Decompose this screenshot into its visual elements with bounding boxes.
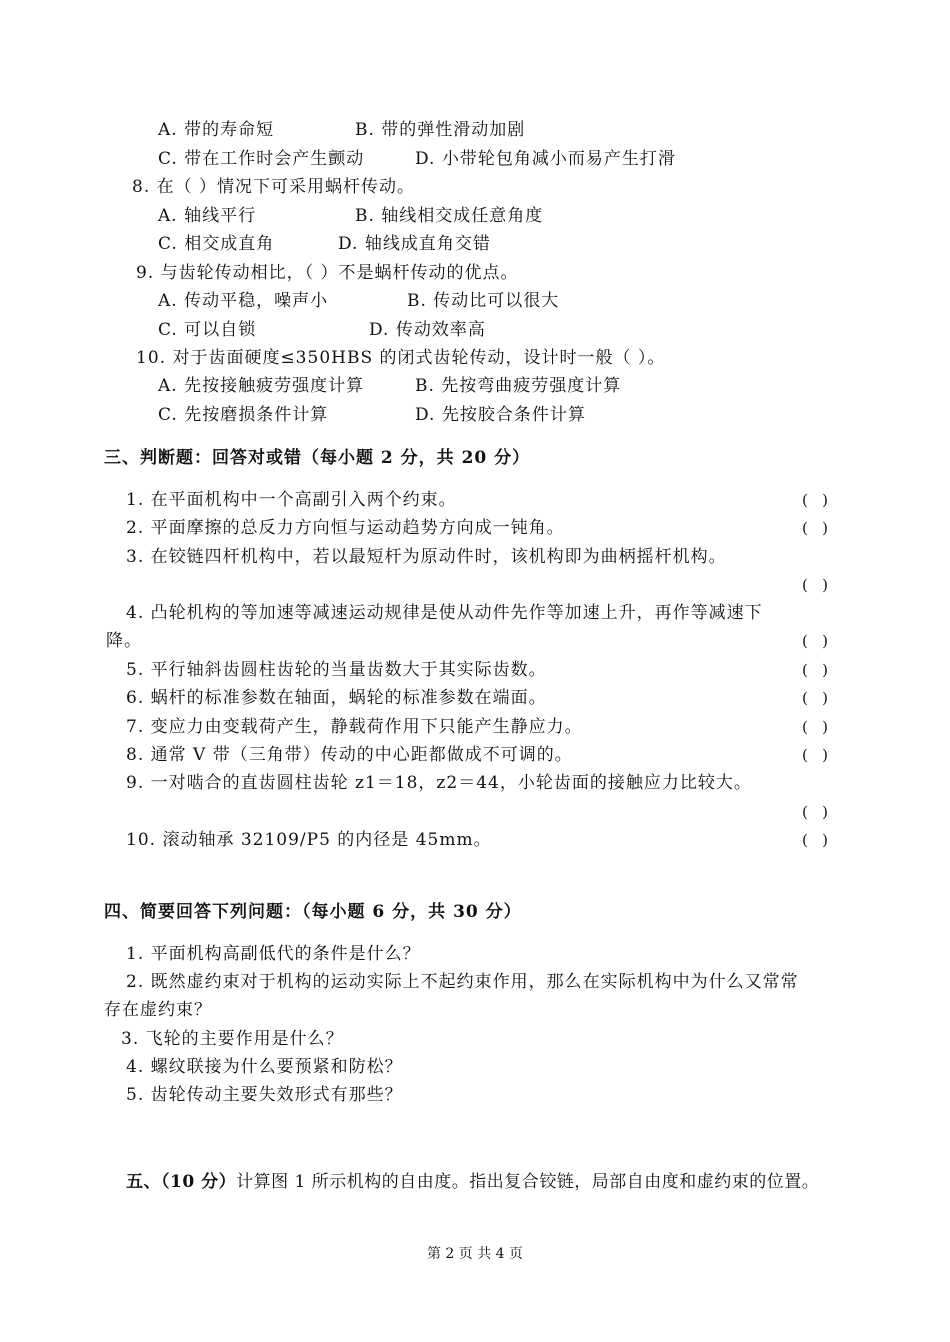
short-answer-1: 1. 平面机构高副低代的条件是什么？ [126, 944, 421, 964]
q9-stem: 9. 与齿轮传动相比，（ ）不是蜗杆传动的优点。 [136, 263, 519, 283]
section5-text: 计算图 1 所示机构的自由度。指出复合铰链，局部自由度和虚约束的位置。 [236, 1172, 820, 1192]
answer-blank-3[interactable]: ( ) [802, 576, 829, 594]
judge-item-3: 3. 在铰链四杆机构中，若以最短杆为原动件时，该机构即为曲柄摇杆机构。 [126, 547, 727, 567]
q7-option-a: A. 带的寿命短 [158, 120, 275, 140]
judge-item-5: 5. 平行轴斜齿圆柱齿轮的当量齿数大于其实际齿数。 [126, 660, 547, 680]
short-answer-5: 5. 齿轮传动主要失效形式有那些？ [126, 1085, 403, 1105]
q10-option-a: A. 先按接触疲劳强度计算 [158, 376, 365, 396]
answer-blank-2[interactable]: ( ) [802, 519, 829, 537]
judge-item-6: 6. 蜗杆的标准参数在轴面，蜗轮的标准参数在端面。 [126, 688, 547, 708]
q8-stem: 8. 在（ ）情况下可采用蜗杆传动。 [132, 177, 416, 197]
q9-option-c: C. 可以自锁 [158, 320, 257, 340]
answer-blank-4[interactable]: ( ) [802, 632, 829, 650]
q9-option-d: D. 传动效率高 [369, 320, 486, 340]
judge-item-7: 7. 变应力由变载荷产生，静载荷作用下只能产生静应力。 [126, 717, 583, 737]
short-answer-2: 2. 既然虚约束对于机构的运动实际上不起约束作用，那么在实际机构中为什么又常常 [126, 972, 799, 992]
judge-item-2: 2. 平面摩擦的总反力方向恒与运动趋势方向成一钝角。 [126, 518, 565, 538]
answer-blank-9[interactable]: ( ) [802, 803, 829, 821]
section5-line [126, 1171, 819, 1193]
q9-option-a: A. 传动平稳，噪声小 [158, 291, 329, 311]
q8-option-c: C. 相交成直角 [158, 234, 275, 254]
answer-blank-1[interactable]: ( ) [802, 491, 829, 509]
section4-title: 四、简要回答下列问题：（每小题 6 分，共 30 分） [104, 902, 522, 922]
q7-option-b: B. 带的弹性滑动加剧 [355, 120, 526, 140]
short-answer-4: 4. 螺纹联接为什么要预紧和防松？ [126, 1057, 403, 1077]
q7-option-d: D. 小带轮包角减小而易产生打滑 [415, 149, 676, 169]
q8-option-b: B. 轴线相交成任意角度 [355, 206, 544, 226]
judge-item-9: 9. 一对啮合的直齿圆柱齿轮 z1＝18，z2＝44，小轮齿面的接触应力比较大。 [126, 773, 752, 793]
answer-blank-6[interactable]: ( ) [802, 689, 829, 707]
section5-prefix: 五、 [126, 1172, 161, 1192]
judge-item-4-cont: 降。 [106, 631, 142, 651]
page-footer: 第 2 页 共 4 页 [426, 1246, 524, 1262]
answer-blank-7[interactable]: ( ) [802, 718, 829, 736]
q9-option-b: B. 传动比可以很大 [407, 291, 560, 311]
q10-option-b: B. 先按弯曲疲劳强度计算 [415, 376, 622, 396]
q7-option-c: C. 带在工作时会产生颤动 [158, 149, 365, 169]
answer-blank-8[interactable]: ( ) [802, 746, 829, 764]
q10-option-d: D. 先按胶合条件计算 [415, 405, 586, 425]
short-answer-3: 3. 飞轮的主要作用是什么？ [121, 1029, 344, 1049]
section3-title: 三、判断题：回答对或错（每小题 2 分，共 20 分） [104, 448, 531, 468]
answer-blank-10[interactable]: ( ) [802, 831, 829, 849]
judge-item-10: 10. 滚动轴承 32109/P5 的内径是 45mm。 [126, 830, 492, 850]
short-answer-2-cont: 存在虚约束？ [104, 1000, 212, 1020]
judge-item-4: 4. 凸轮机构的等加速等减速运动规律是使从动件先作等加速上升，再作等减速下 [126, 603, 763, 623]
judge-item-1: 1. 在平面机构中一个高副引入两个约束。 [126, 490, 457, 510]
q8-option-d: D. 轴线成直角交错 [338, 234, 491, 254]
judge-item-8: 8. 通常 V 带（三角带）传动的中心距都做成不可调的。 [126, 745, 573, 765]
q10-option-c: C. 先按磨损条件计算 [158, 405, 329, 425]
q8-option-a: A. 轴线平行 [158, 206, 257, 226]
q10-stem: 10. 对于齿面硬度≤350HBS 的闭式齿轮传动，设计时一般（ ）。 [136, 348, 666, 368]
answer-blank-5[interactable]: ( ) [802, 661, 829, 679]
section5-points: （10 分） [161, 1172, 237, 1192]
